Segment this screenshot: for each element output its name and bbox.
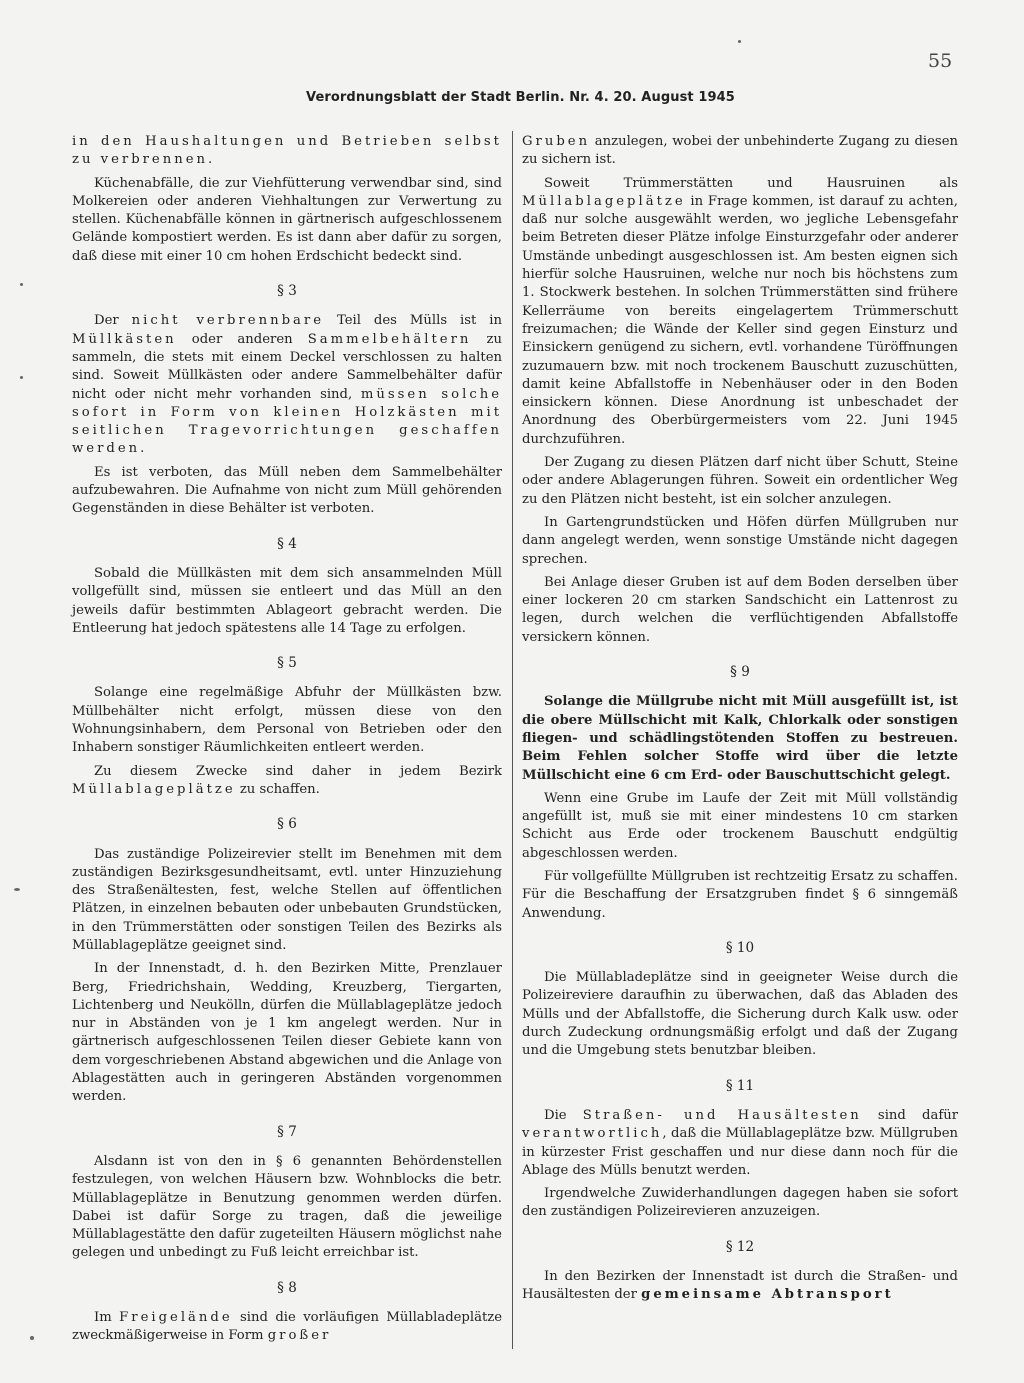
text-run: Der [94, 313, 132, 329]
paragraph: Alsdann ist von den in § 6 genannten Behördenstellen festzulegen, von welchen Häusern bzw. Wohnblocks die betr. Müllablageplätze in Benutzung genommen werden dürfen. Dabei ist dafür Sorge zu tragen, daß die jeweilige Müllablagestätte den dafür zugeteilten Häusern möglichst nahe gelegen und unbedingt zu Fuß leicht erreichbar ist. [72, 1153, 502, 1261]
text-run: sind dafür [861, 1107, 958, 1123]
paragraph: Es ist verboten, das Müll neben dem Sammelbehälter aufzubewahren. Die Aufnahme von nicht zum Müll gehörenden Gegenständen in diese Behälter ist verboten. [72, 464, 502, 517]
paragraph: In Gartengrundstücken und Höfen dürfen Müllgruben nur dann angelegt werden, wenn sonstige Umstände nicht dagegen sprechen. [522, 514, 958, 567]
section-heading: § 3 [277, 283, 297, 300]
spaced-text: Straßen- und Hausältesten [582, 1107, 862, 1123]
text-run: Soweit Trümmerstätten und Hausruinen als [544, 175, 958, 191]
spaced-text: Gruben [522, 134, 591, 149]
paragraph: Sobald die Müllkästen mit dem sich ansammelnden Müll vollgefüllt sind, müssen sie entleert und das Müll an den jeweils dafür bestimmten Ablageort gebracht werden. Die Entleerung hat jedoch spätestens alle 14 Tage zu erfolgen. [72, 565, 502, 636]
paragraph [522, 133, 958, 170]
text-run: , daß die Müllablageplätze bzw. Müllgruben in kürzester Frist geschaffen und nur diese dann noch für die Ablage des Mülls benutzt werden. [522, 1126, 958, 1178]
text-run: Im [94, 1310, 120, 1326]
page-number: 55 [928, 50, 953, 72]
left-column [72, 133, 502, 1351]
section-heading: § 7 [277, 1123, 297, 1140]
section-heading: § 4 [277, 535, 297, 552]
text-run: zu sammeln, die stets mit einem Deckel verschlossen zu halten sind. Soweit Müllkästen oder andere Sammelbehälter dafür nicht oder nicht mehr vorhanden sind, [72, 331, 502, 402]
spaced-text: gemeinsame Abtransport [641, 1287, 894, 1303]
spaced-text: großer [267, 1328, 332, 1344]
text-run: In den Bezirken der Innenstadt ist durch die Straßen- und Hausältesten der [522, 1269, 958, 1303]
spaced-text: nicht verbrennbare [131, 313, 324, 329]
running-head: Verordnungsblatt der Stadt Berlin. Nr. 4. 20. August 1945 [306, 90, 735, 105]
paragraph: Wenn eine Grube im Laufe der Zeit mit Müll vollständig angefüllt ist, muß sie mit einer mindestens 10 cm starken Schicht aus Erde oder trockenem Bauschutt endgültig abgeschlossen werden. [522, 790, 958, 861]
spaced-text: verantwortlich [522, 1126, 663, 1142]
scan-speck [14, 888, 20, 891]
scan-speck [738, 40, 741, 43]
text-run: sind die vorläufigen Müllabladeplätze zweckmäßigerweise in Form [72, 1310, 503, 1344]
spaced-text: Müllkästen [72, 331, 177, 347]
paragraph [72, 133, 502, 170]
paragraph: Irgendwelche Zuwiderhandlungen dagegen haben sie sofort den zuständigen Polizeirevieren anzuzeigen. [522, 1186, 958, 1220]
paragraph [72, 763, 502, 800]
section-heading: § 5 [277, 655, 297, 672]
section-heading: § 12 [725, 1238, 755, 1255]
paragraph: Der Zugang zu diesen Plätzen darf nicht über Schutt, Steine oder andere Ablagerungen führen. Soweit ein ordentlicher Weg zu den Plätzen nicht besteht, ist ein solcher anzulegen. [522, 455, 958, 507]
paragraph [522, 1268, 958, 1305]
spaced-text: müssen solche sofort in Form von kleinen Holzkästen mit seitlichen Tragevorrichtungen geschaffen werden. [72, 386, 502, 457]
text-run: Die [544, 1107, 583, 1123]
scan-speck [30, 1336, 34, 1340]
paragraph: Küchenabfälle, die zur Viehfütterung verwendbar sind, sind Molkereien oder anderen Viehhaltungen zur Verwertung zu stellen. Küchenabfälle können in gärtnerisch aufgeschlossenem Gelände kompostiert werden. Es ist dann aber dafür zu sorgen, daß diese mit einer 10 cm hohen Erdschicht bedeckt sind. [72, 175, 502, 264]
paragraph [522, 1107, 958, 1180]
paragraph: Bei Anlage dieser Gruben ist auf dem Boden derselben über einer lockeren 20 cm starken Sandschicht ein Lattenrost zu legen, durch welchen die verflüchtigenden Abfallstoffe versickern können. [522, 574, 958, 645]
paragraph [72, 312, 502, 458]
text-run: zu schaffen. [235, 781, 320, 797]
spaced-text: Sammelbehältern [307, 331, 472, 347]
section-heading: § 6 [277, 816, 297, 833]
text-run: Teil des Mülls ist in [324, 313, 502, 329]
paragraph: In der Innenstadt, d. h. den Bezirken Mitte, Prenzlauer Berg, Friedrichshain, Wedding, Kreuzberg, Tiergarten, Lichtenberg und Neukölln, dürfen die Müllablageplätze jedoch nur in Abständen von je 1 km angelegt werden. Nur in gärtnerisch aufgeschlossenen Teilen dieser Gebiete kann von dem vorgeschriebenen Abstand abgewichen und die Anlage von Ablagestätten auch in geringeren Abständen vorgenommen werden. [72, 961, 502, 1105]
text-run: Zu diesem Zwecke sind daher in jedem Bezirk [94, 763, 502, 779]
spaced-text: in den Haushaltungen und Betrieben selbst zu verbrennen. [72, 134, 502, 168]
spaced-text: Müllablageplätze [522, 193, 686, 209]
section-heading: § 10 [725, 939, 755, 956]
column-divider [512, 131, 513, 1349]
paragraph: Solange eine regelmäßige Abfuhr der Müllkästen bzw. Müllbehälter nicht erfolgt, müssen diese von den Wohnungsinhabern, dem Personal von Betrieben oder den Inhabern sonstiger Räumlichkeiten entleert werden. [72, 685, 502, 756]
right-column [522, 133, 958, 1310]
text-run: anzulegen, wobei der unbehinderte Zugang zu diesen zu sichern ist. [522, 134, 958, 168]
spaced-text: Müllablageplätze [72, 781, 236, 797]
scan-speck [20, 283, 23, 286]
section-heading: § 8 [277, 1279, 297, 1296]
text-run: oder anderen [176, 331, 308, 347]
section-heading: § 9 [730, 664, 750, 681]
section-heading: § 11 [725, 1077, 755, 1094]
paragraph: Die Müllabladeplätze sind in geeigneter Weise durch die Polizeireviere daraufhin zu überwachen, daß das Abladen des Mülls und der Abfallstoffe, die Sicherung durch Kalk usw. oder durch Zudeckung ordnungsmäßig erfolgt und daß der Zugang und die Umgebung stets benutzbar bleiben. [522, 970, 958, 1059]
paragraph: Für vollgefüllte Müllgruben ist rechtzeitig Ersatz zu schaffen. Für die Beschaffung der Ersatzgruben findet § 6 sinngemäß Anwendung. [522, 868, 958, 921]
text-run: in Frage kommen, ist darauf zu achten, daß nur solche ausgewählt werden, wo jegliche Lebensgefahr beim Betreten dieser Plätze infolge Einsturzgefahr oder anderer Umstände unbedingt ausgeschlossen ist. Am besten eignen sich hierfür solche Hausruinen, welche nur noch bis höchstens zum 1. Stockwerk bestehen. In solchen Trümmerstätten sind frühere Kellerräume von bereits eingelagertem Trümmerschutt freizumachen; die Wände der Keller sind gegen Einsturz und Einsickern genügend zu sichern, evtl. vorhandene Türöffnungen zuzumauern bzw. mit noch trockenem Bauschutt zuzuschütten, damit keine Abfallstoffe in Nebenhäuser oder in den Boden einsickern können. Diese Anordnung ist unbeschadet der Anordnung des Oberbürgermeisters vom 22. Juni 1945 durchzuführen. [522, 193, 958, 447]
paragraph: Das zuständige Polizeirevier stellt im Benehmen mit dem zuständigen Bezirksgesundheitsamt, evtl. unter Hinzuziehung des Straßenältesten, fest, welche Stellen auf öffentlichen Plätzen, in einzelnen bebauten oder unbebauten Grundstücken, in den Trümmerstätten oder sonstigen Teilen des Bezirks als Müllablageplätze geeignet sind. [72, 846, 502, 953]
paragraph: Solange die Müllgrube nicht mit Müll ausgefüllt ist, ist die obere Müllschicht mit Kalk, Chlorkalk oder sonstigen fliegen- und schädlingstötenden Stoffen zu bestreuen. Beim Fehlen solcher Stoffe wird über die letzte Müllschicht eine 6 cm Erd- oder Bauschuttschicht gelegt. [522, 694, 958, 783]
paragraph [72, 1309, 502, 1346]
spaced-text: Freigelände [119, 1310, 233, 1326]
scan-speck [20, 376, 23, 379]
paragraph [522, 175, 958, 449]
